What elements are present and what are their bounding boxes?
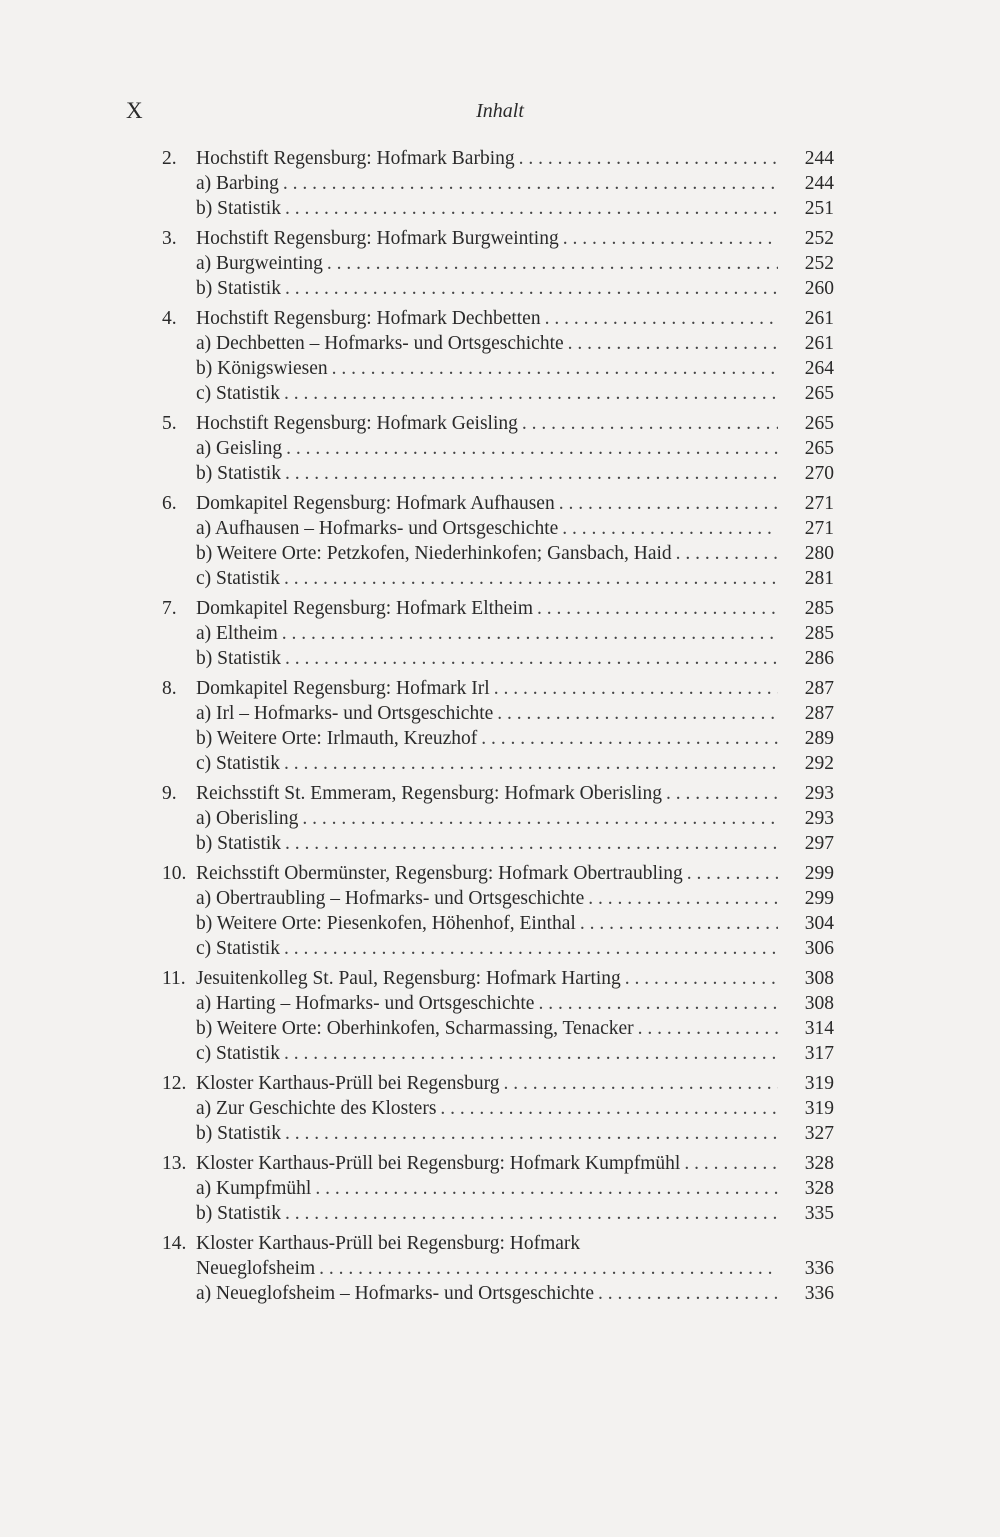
toc-page-number: 285 [804,623,834,644]
toc-section [162,676,834,776]
toc-page-number: 265 [804,383,834,404]
toc-subentry[interactable] [162,356,834,381]
toc-subentry[interactable] [162,516,834,541]
toc-entry-number: 14. [162,1233,187,1254]
toc-subentry[interactable] [162,381,834,406]
toc-page-number: 319 [804,1098,834,1119]
toc-page-number: 327 [804,1123,834,1144]
dot-leader [481,726,778,751]
dot-leader [302,806,778,831]
toc-entry-number: 13. [162,1153,187,1174]
dot-leader [332,356,778,381]
dot-leader [559,491,778,516]
toc-subentry-title: b) Statistik [196,1123,282,1144]
dot-leader [286,436,778,461]
toc-page-number: 292 [804,753,834,774]
toc-page-number: 306 [804,938,834,959]
toc-subentry[interactable] [162,331,834,356]
toc-entry-title: Jesuitenkolleg St. Paul, Regensburg: Hofmark Harting [196,968,621,989]
dot-leader [684,1151,778,1176]
toc-page-number: 285 [804,598,834,619]
toc-page-number: 293 [804,783,834,804]
toc-entry[interactable] [162,146,834,171]
dot-leader [284,936,778,961]
toc-subentry-title: a) Geisling [196,438,283,459]
toc-subentry-title: b) Weitere Orte: Petzkofen, Niederhinkofen; Gansbach, Haid [196,543,672,564]
toc-page-number: 280 [804,543,834,564]
dot-leader [284,1041,778,1066]
toc-subentry[interactable] [162,566,834,591]
toc-entry[interactable] [162,411,834,436]
toc-page-number: 261 [804,333,834,354]
dot-leader [285,196,778,221]
toc-subentry-title: b) Königswiesen [196,358,328,379]
toc-page-number: 270 [804,463,834,484]
toc-subentry-title: c) Statistik [196,568,280,589]
toc-page-number: 293 [804,808,834,829]
dot-leader [638,1016,778,1041]
toc-subentry-title: b) Weitere Orte: Irlmauth, Kreuzhof [196,728,478,749]
toc-subentry-title: b) Weitere Orte: Piesenkofen, Höhenhof, Einthal [196,913,576,934]
toc-subentry[interactable] [162,541,834,566]
toc-entry[interactable] [162,1151,834,1176]
toc-entry-number: 10. [162,863,187,884]
toc-page-number: 335 [804,1203,834,1224]
toc-entry-number: 11. [162,968,186,989]
toc-section [162,411,834,486]
dot-leader [285,461,778,486]
toc-page-number: 265 [804,413,834,434]
toc-subentry[interactable] [162,1121,834,1146]
toc-page-number: 328 [804,1153,834,1174]
toc-section [162,861,834,961]
toc-subentry[interactable] [162,886,834,911]
toc-entry-number: 2. [162,148,177,169]
toc-subentry-title: a) Irl – Hofmarks- und Ortsgeschichte [196,703,494,724]
toc-section [162,1151,834,1226]
toc-entry-title: Kloster Karthaus-Prüll bei Regensburg [196,1073,500,1094]
toc-subentry-title: b) Statistik [196,648,282,669]
toc-entry-title: Reichsstift Obermünster, Regensburg: Hofmark Obertraubling [196,863,683,884]
toc-subentry[interactable] [162,621,834,646]
dot-leader [440,1096,778,1121]
toc-page-number: 328 [804,1178,834,1199]
toc-entry-title: Reichsstift St. Emmeram, Regensburg: Hofmark Oberisling [196,783,662,804]
toc-section [162,1231,834,1306]
toc-subentry[interactable] [162,1096,834,1121]
toc-entry-number: 7. [162,598,177,619]
toc-subentry-title: a) Zur Geschichte des Klosters [196,1098,437,1119]
toc-subentry-title: c) Statistik [196,753,280,774]
toc-subentry[interactable] [162,461,834,486]
toc-entry-number: 3. [162,228,177,249]
dot-leader [538,991,778,1016]
toc-page-number: 314 [804,1018,834,1039]
toc-page-number: 271 [804,493,834,514]
toc-subentry-title: a) Dechbetten – Hofmarks- und Ortsgeschichte [196,333,564,354]
toc-subentry-title: b) Statistik [196,463,282,484]
toc-page-number: 286 [804,648,834,669]
dot-leader [285,1121,778,1146]
toc-page-number: 317 [804,1043,834,1064]
dot-leader [598,1281,778,1306]
toc-entry-title: Kloster Karthaus-Prüll bei Regensburg: Hofmark Kumpfmühl [196,1153,681,1174]
toc-subentry[interactable] [162,1016,834,1041]
toc-subentry[interactable] [162,911,834,936]
toc-entry-title: Hochstift Regensburg: Hofmark Burgweinting [196,228,559,249]
dot-leader [522,411,778,436]
dot-leader [503,1071,778,1096]
toc-entry-title: Kloster Karthaus-Prüll bei Regensburg: Hofmark [196,1233,581,1254]
dot-leader [315,1176,778,1201]
toc-subentry-title: a) Aufhausen – Hofmarks- und Ortsgeschichte [196,518,559,539]
dot-leader [285,646,778,671]
toc-page-number: 287 [804,678,834,699]
toc-subentry-title: c) Statistik [196,938,280,959]
dot-leader [625,966,778,991]
toc-subentry-title: a) Harting – Hofmarks- und Ortsgeschichte [196,993,535,1014]
dot-leader [537,596,778,621]
toc-page-number: 252 [804,228,834,249]
toc-page-number: 287 [804,703,834,724]
toc-entry-number: 9. [162,783,177,804]
dot-leader [285,1201,778,1226]
toc-entry[interactable] [162,676,834,701]
toc-page-number: 299 [804,863,834,884]
toc-subentry-title: b) Statistik [196,833,282,854]
running-header-title: Inhalt [476,100,524,122]
toc-subentry[interactable] [162,436,834,461]
toc-subentry[interactable] [162,1041,834,1066]
dot-leader [283,171,778,196]
dot-leader [285,276,778,301]
toc-subentry[interactable] [162,991,834,1016]
dot-leader [519,146,778,171]
toc-subentry-title: a) Oberisling [196,808,299,829]
toc-entry[interactable] [162,596,834,621]
dot-leader [666,781,778,806]
dot-leader [580,911,778,936]
toc-subentry[interactable] [162,806,834,831]
toc-subentry-title: a) Barbing [196,173,279,194]
toc-subentry-title: b) Statistik [196,198,282,219]
toc-page-number: 265 [804,438,834,459]
toc-subentry[interactable] [162,1281,834,1306]
dot-leader [282,621,778,646]
toc-entry-number: 12. [162,1073,187,1094]
dot-leader [319,1256,778,1281]
toc-entry-title: Hochstift Regensburg: Hofmark Dechbetten [196,308,541,329]
table-of-contents [162,146,834,1311]
toc-subentry[interactable] [162,1201,834,1226]
toc-entry[interactable] [162,966,834,991]
toc-subentry[interactable] [162,1176,834,1201]
toc-page-number: 252 [804,253,834,274]
toc-section [162,781,834,856]
toc-page-number: 297 [804,833,834,854]
dot-leader [284,566,778,591]
toc-subentry-title: c) Statistik [196,383,280,404]
toc-entry-number: 6. [162,493,177,514]
dot-leader [285,831,778,856]
toc-entry-title: Domkapitel Regensburg: Hofmark Eltheim [196,598,534,619]
toc-subentry[interactable] [162,171,834,196]
toc-section [162,1071,834,1146]
toc-subentry[interactable] [162,251,834,276]
toc-page-number: 319 [804,1073,834,1094]
toc-entry-title: Hochstift Regensburg: Hofmark Geisling [196,413,518,434]
page-number: X [126,98,144,123]
toc-page-number: 244 [804,148,834,169]
dot-leader [687,861,778,886]
dot-leader [562,516,778,541]
toc-entry-title: Domkapitel Regensburg: Hofmark Aufhausen [196,493,555,514]
toc-page-number: 308 [804,968,834,989]
toc-subentry-title: a) Kumpfmühl [196,1178,312,1199]
toc-entry[interactable] [162,1071,834,1096]
toc-page-number: 244 [804,173,834,194]
toc-entry[interactable] [162,226,834,251]
toc-subentry-title: a) Burgweinting [196,253,323,274]
toc-entry-number: 5. [162,413,177,434]
toc-entry[interactable] [162,861,834,886]
toc-subentry[interactable] [162,936,834,961]
toc-subentry-title: b) Weitere Orte: Oberhinkofen, Scharmassing, Tenacker [196,1018,634,1039]
dot-leader [494,676,778,701]
dot-leader [563,226,778,251]
dot-leader [676,541,778,566]
dot-leader [545,306,778,331]
toc-entry-number: 8. [162,678,177,699]
dot-leader [588,886,778,911]
toc-page-number: 261 [804,308,834,329]
toc-page-number: 336 [804,1283,834,1304]
toc-subentry-title: a) Obertraubling – Hofmarks- und Ortsgeschichte [196,888,585,909]
toc-subentry-title: a) Eltheim [196,623,278,644]
toc-subentry-title: c) Statistik [196,1043,280,1064]
toc-page-number: 271 [804,518,834,539]
toc-entry[interactable] [162,491,834,516]
toc-subentry[interactable] [162,751,834,776]
toc-entry-continuation[interactable] [162,1256,834,1281]
toc-page-number: 289 [804,728,834,749]
toc-page-number: 260 [804,278,834,299]
toc-section [162,306,834,406]
toc-entry[interactable] [162,781,834,806]
toc-page-number: 304 [804,913,834,934]
toc-entry-title: Domkapitel Regensburg: Hofmark Irl [196,678,490,699]
dot-leader [497,701,778,726]
toc-page-number: 308 [804,993,834,1014]
toc-section [162,146,834,221]
toc-entry[interactable] [162,1231,834,1256]
dot-leader [284,381,778,406]
toc-subentry[interactable] [162,646,834,671]
toc-page-number: 299 [804,888,834,909]
dot-leader [568,331,778,356]
toc-subentry[interactable] [162,701,834,726]
toc-entry-title: Hochstift Regensburg: Hofmark Barbing [196,148,515,169]
toc-entry-title-continued: Neueglofsheim [196,1258,316,1279]
toc-subentry[interactable] [162,196,834,221]
toc-section [162,491,834,591]
toc-page-number: 281 [804,568,834,589]
toc-subentry-title: a) Neueglofsheim – Hofmarks- und Ortsgeschichte [196,1283,595,1304]
toc-subentry-title: b) Statistik [196,278,282,299]
toc-page-number: 264 [804,358,834,379]
dot-leader [284,751,778,776]
toc-page-number: 336 [804,1258,834,1279]
toc-entry[interactable] [162,306,834,331]
dot-leader [327,251,778,276]
toc-section [162,966,834,1066]
toc-section [162,596,834,671]
toc-subentry[interactable] [162,276,834,301]
toc-subentry-title: b) Statistik [196,1203,282,1224]
toc-section [162,226,834,301]
toc-subentry[interactable] [162,726,834,751]
toc-page-number: 251 [804,198,834,219]
toc-entry-number: 4. [162,308,177,329]
toc-subentry[interactable] [162,831,834,856]
